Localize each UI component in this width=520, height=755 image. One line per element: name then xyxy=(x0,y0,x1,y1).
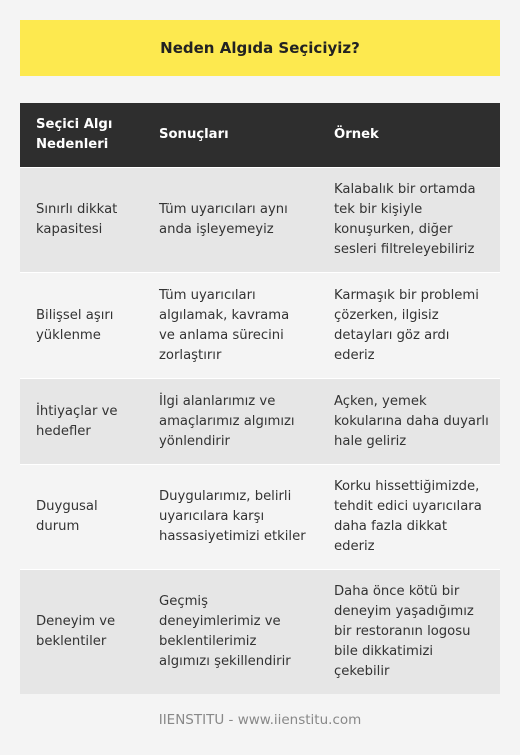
example-cell: Korku hissettiğimizde, tehdit edici uyarıcılara daha fazla dikkat ederiz xyxy=(318,464,500,569)
example-cell: Daha önce kötü bir deneyim yaşadığımız bir restoranın logosu bile dikkatimizi çekebilir xyxy=(318,569,500,694)
table-row xyxy=(20,378,500,464)
table-row xyxy=(20,272,500,378)
result-cell: Duygularımız, belirli uyarıcılara karşı hassasiyetimizi etkiler xyxy=(143,464,318,569)
result-cell: Geçmiş deneyimlerimiz ve beklentilerimiz algımızı şekillendirir xyxy=(143,569,318,694)
reason-cell: Sınırlı dikkat kapasitesi xyxy=(20,167,143,272)
reason-cell: Bilişsel aşırı yüklenme xyxy=(20,272,143,378)
table-row xyxy=(20,167,500,272)
table-row xyxy=(20,464,500,569)
example-cell: Açken, yemek kokularına daha duyarlı hale geliriz xyxy=(318,378,500,464)
footer-credit: IIENSTITU - www.iienstitu.com xyxy=(158,712,362,728)
example-cell: Kalabalık bir ortamda tek bir kişiyle konuşurken, diğer sesleri filtreleyebiliriz xyxy=(318,167,500,272)
reason-cell: İhtiyaçlar ve hedefler xyxy=(20,378,143,464)
reason-cell: Deneyim ve beklentiler xyxy=(20,569,143,694)
table-row xyxy=(20,569,500,694)
result-cell: İlgi alanlarımız ve amaçlarımız algımızı yönlendirir xyxy=(143,378,318,464)
reasons-table xyxy=(20,103,500,694)
reason-cell: Duygusal durum xyxy=(20,464,143,569)
header-example: Örnek xyxy=(318,103,500,167)
header-reasons: Seçici Algı Nedenleri xyxy=(20,103,143,167)
result-cell: Tüm uyarıcıları algılamak, kavrama ve anlama sürecini zorlaştırır xyxy=(143,272,318,378)
page-title: Neden Algıda Seçiciyiz? xyxy=(20,20,500,76)
table-header-row xyxy=(20,103,500,167)
header-results: Sonuçları xyxy=(143,103,318,167)
example-cell: Karmaşık bir problemi çözerken, ilgisiz detayları göz ardı ederiz xyxy=(318,272,500,378)
result-cell: Tüm uyarıcıları aynı anda işleyemeyiz xyxy=(143,167,318,272)
